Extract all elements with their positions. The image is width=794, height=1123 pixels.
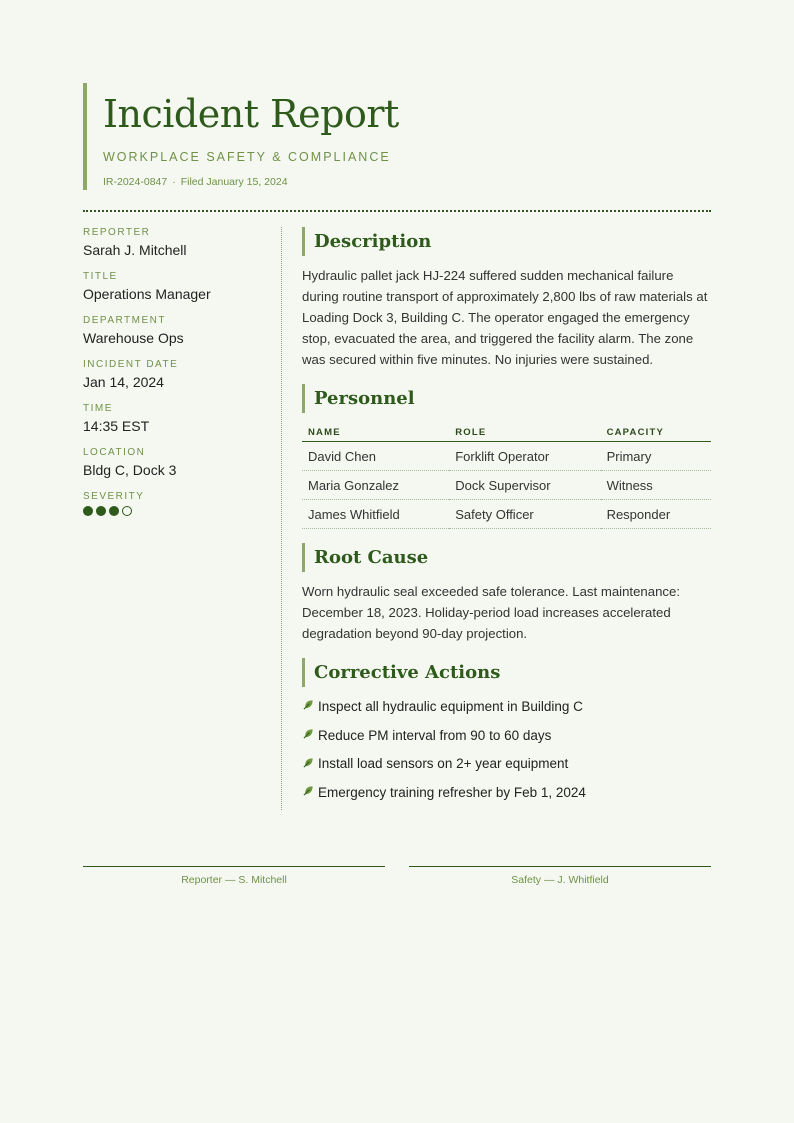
field-value: Sarah J. Mitchell <box>83 242 187 258</box>
section-heading-personnel: Personnel <box>302 384 711 413</box>
severity-dot-filled <box>109 506 119 516</box>
corrective-actions-list <box>302 692 711 807</box>
field-label: REPORTER <box>83 227 151 238</box>
severity-dot-filled <box>96 506 106 516</box>
main-content <box>282 227 711 810</box>
action-text: Reduce PM interval from 90 to 60 days <box>318 727 552 743</box>
list-item <box>302 749 711 778</box>
table-cell: Forklift Operator <box>449 442 600 471</box>
page-title: Incident Report <box>103 92 399 136</box>
table-cell: Witness <box>601 471 711 500</box>
leaf-icon <box>302 757 314 771</box>
signature-reporter: Reporter — S. Mitchell <box>83 866 385 886</box>
severity-dot-filled <box>83 506 93 516</box>
list-item <box>302 721 711 750</box>
report-id: IR-2024-0847 <box>103 176 168 188</box>
table-cell: David Chen <box>302 442 449 471</box>
field-label: TIME <box>83 403 113 414</box>
column-header: CAPACITY <box>601 422 711 442</box>
field-reporter <box>83 227 281 258</box>
field-severity <box>83 491 281 516</box>
table-cell: Safety Officer <box>449 500 600 529</box>
field-value: Bldg C, Dock 3 <box>83 462 177 478</box>
report-page <box>83 83 711 810</box>
header-divider <box>83 210 711 212</box>
leaf-icon <box>302 699 314 713</box>
list-item <box>302 778 711 807</box>
severity-rating <box>83 506 281 516</box>
table-row <box>302 500 711 529</box>
leaf-icon <box>302 785 314 799</box>
field-value: Warehouse Ops <box>83 330 184 346</box>
action-text: Inspect all hydraulic equipment in Building C <box>318 698 583 714</box>
field-label: SEVERITY <box>83 491 145 502</box>
list-item <box>302 692 711 721</box>
section-heading-corrective-actions: Corrective Actions <box>302 658 711 687</box>
table-row <box>302 471 711 500</box>
table-cell: Dock Supervisor <box>449 471 600 500</box>
field-value: Operations Manager <box>83 286 211 302</box>
leaf-icon <box>302 728 314 742</box>
severity-dot-empty <box>122 506 132 516</box>
root-cause-text: Worn hydraulic seal exceeded safe tolerance. Last maintenance: December 18, 2023. Holiday-period load increases accelerated degradation beyond 90-day projection. <box>302 584 681 641</box>
section-heading-description: Description <box>302 227 711 256</box>
signature-block <box>83 866 711 886</box>
sidebar <box>83 227 282 810</box>
field-label: LOCATION <box>83 447 146 458</box>
table-cell: James Whitfield <box>302 500 449 529</box>
field-title <box>83 271 281 302</box>
table-row <box>302 442 711 471</box>
field-label: DEPARTMENT <box>83 315 166 326</box>
report-meta <box>103 176 711 188</box>
filed-date: Filed January 15, 2024 <box>180 176 288 188</box>
field-value: 14:35 EST <box>83 418 150 434</box>
table-cell: Responder <box>601 500 711 529</box>
report-header <box>83 83 711 190</box>
field-time <box>83 403 281 434</box>
table-cell: Primary <box>601 442 711 471</box>
field-label: TITLE <box>83 271 118 282</box>
field-value: Jan 14, 2024 <box>83 374 164 390</box>
column-header: ROLE <box>449 422 600 442</box>
field-label: INCIDENT DATE <box>83 359 179 370</box>
report-body <box>83 227 711 810</box>
page-subtitle: WORKPLACE SAFETY & COMPLIANCE <box>103 150 391 164</box>
action-text: Emergency training refresher by Feb 1, 2024 <box>318 784 586 800</box>
table-cell: Maria Gonzalez <box>302 471 449 500</box>
field-incident-date <box>83 359 281 390</box>
action-text: Install load sensors on 2+ year equipment <box>318 756 569 772</box>
section-heading-root-cause: Root Cause <box>302 543 711 572</box>
meta-separator: · <box>172 176 176 188</box>
signature-safety: Safety — J. Whitfield <box>409 866 711 886</box>
column-header: NAME <box>302 422 449 442</box>
table-header-row <box>302 422 711 442</box>
field-department <box>83 315 281 346</box>
personnel-table <box>302 422 711 529</box>
field-location <box>83 447 281 478</box>
description-text: Hydraulic pallet jack HJ-224 suffered sudden mechanical failure during routine transport of approximately 2,800 lbs of raw materials at Loading Dock 3, Building C. The operator engaged the emergency stop, evacuated the area, and triggered the facility alarm. The zone was secured within five minutes. No injuries were sustained. <box>302 268 708 367</box>
